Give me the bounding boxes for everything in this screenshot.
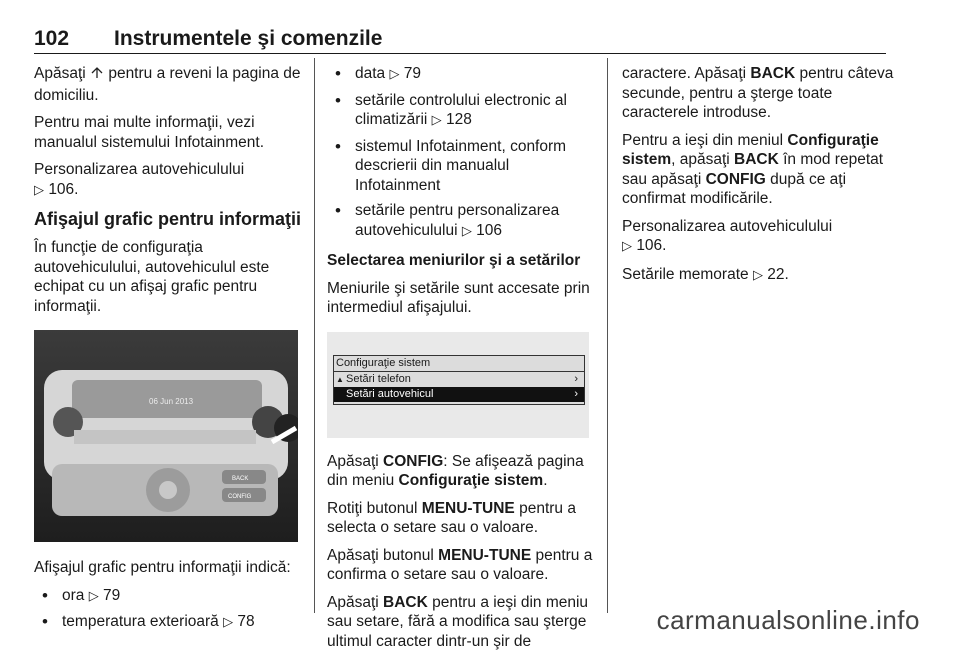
page-ref-arrow-icon: ▷ xyxy=(389,67,400,82)
page-ref-link[interactable]: 128 xyxy=(445,111,472,128)
page-ref-arrow-icon: ▷ xyxy=(88,588,99,604)
chevron-right-icon: › xyxy=(574,387,578,400)
bullet-list xyxy=(34,586,302,633)
chevron-right-icon: › xyxy=(574,372,578,385)
column-divider xyxy=(607,58,608,613)
paragraph: Pentru a ieşi din meniul Configuraţie sistem, apăsaţi BACK în mod repetat sau apăsaţi CONFIG după ce aţi confirmat modificările. xyxy=(622,131,884,207)
list-item: • setările pentru personalizarea autovehiculului ▷ 106 xyxy=(327,201,597,241)
paragraph: În funcţie de configuraţia autovehiculului, autovehiculul este echipat cu un afişaj grafic pentru informaţii. xyxy=(34,239,270,315)
list-item: • temperatura exterioară ▷ 78 xyxy=(34,612,302,633)
paragraph: Apăsaţi CONFIG: Se afişează pagina din meniu Configuraţie sistem. xyxy=(327,452,584,489)
paragraph: Meniurile şi setările sunt accesate prin intermediul afişajului. xyxy=(327,279,590,316)
menu-item-phone-settings: ▲ Setări telefon › xyxy=(336,372,578,385)
page-ref-link[interactable]: 106. xyxy=(636,237,667,254)
page-ref-link[interactable]: 22. xyxy=(767,265,789,283)
menu-title: Configuraţie sistem xyxy=(334,356,584,372)
paragraph: Pentru mai multe informaţii, vezi manualul sistemului Infotainment. xyxy=(34,114,265,151)
section-heading: Afişajul grafic pentru informaţii xyxy=(34,209,302,229)
page-ref-arrow-icon: ▷ xyxy=(34,182,44,198)
paragraph: Apăsaţi BACK pentru a ieşi din meniu sau setare, fără a modifica sau şterge ultimul caracter dintr-un şir de xyxy=(327,593,589,650)
page-number: 102 xyxy=(34,27,70,50)
display-screen-illustration xyxy=(327,332,589,438)
page-header xyxy=(34,27,886,54)
menu-display xyxy=(333,355,585,405)
page-ref-link[interactable]: 106. xyxy=(48,180,79,198)
menu-item-vehicle-settings: Setări autovehicul › xyxy=(334,387,584,402)
page-ref-arrow-icon: ▷ xyxy=(622,239,632,254)
instrument-panel-photo xyxy=(34,330,298,542)
column-1 xyxy=(34,64,302,643)
watermark: carmanualsonline.info xyxy=(656,605,920,635)
paragraph: Setările memorate ▷ 22. xyxy=(622,265,789,283)
paragraph: Rotiţi butonul MENU-TUNE pentru a selecta o setare sau o valoare. xyxy=(327,499,576,536)
list-item: • ora ▷ 79 xyxy=(34,586,302,607)
paragraph: Apăsaţi butonul MENU-TUNE pentru a confirma o setare sau o valoare. xyxy=(327,546,593,583)
page-ref-arrow-icon: ▷ xyxy=(461,223,472,239)
paragraph: caractere. Apăsaţi BACK pentru câteva secunde, pentru a şterge toate caracterele introduse. xyxy=(622,65,894,121)
column-3 xyxy=(622,64,894,293)
back-label: BACK xyxy=(232,476,249,482)
list-item: • setările controlului electronic al climatizării ▷ 128 xyxy=(327,91,597,131)
page-title: Instrumentele şi comenzile xyxy=(114,27,383,50)
paragraph: Personalizarea autovehiculului ▷ 106. xyxy=(622,217,833,254)
page-ref-arrow-icon: ▷ xyxy=(752,267,763,283)
paragraph: Apăsaţi pentru a reveni la pagina de domiciliu. xyxy=(34,65,301,104)
home-icon xyxy=(90,66,104,86)
page-ref-link[interactable]: 79 xyxy=(403,65,422,82)
display-date: 06 Jun 2013 xyxy=(149,397,194,406)
page-ref-arrow-icon: ▷ xyxy=(431,113,442,128)
config-label: CONFIG xyxy=(228,494,252,500)
up-arrow-icon: ▲ xyxy=(336,374,344,384)
page-ref-link[interactable]: 78 xyxy=(237,613,255,630)
subsection-heading: Selectarea meniurilor şi a setărilor xyxy=(327,252,581,269)
column-divider xyxy=(314,58,315,613)
paragraph: Personalizarea autovehiculului ▷ 106. xyxy=(34,161,245,198)
page-ref-link[interactable]: 106 xyxy=(476,221,503,239)
page-ref-link[interactable]: 79 xyxy=(103,586,121,604)
list-item: • data ▷ 79 xyxy=(327,64,597,85)
page-ref-arrow-icon: ▷ xyxy=(223,615,234,630)
column-2 xyxy=(327,64,597,659)
bullet-list xyxy=(327,64,597,241)
image-caption: Afişajul grafic pentru informaţii indică: xyxy=(34,559,291,576)
list-item: • sistemul Infotainment, conform descrierii din manualul Infotainment xyxy=(327,137,597,196)
